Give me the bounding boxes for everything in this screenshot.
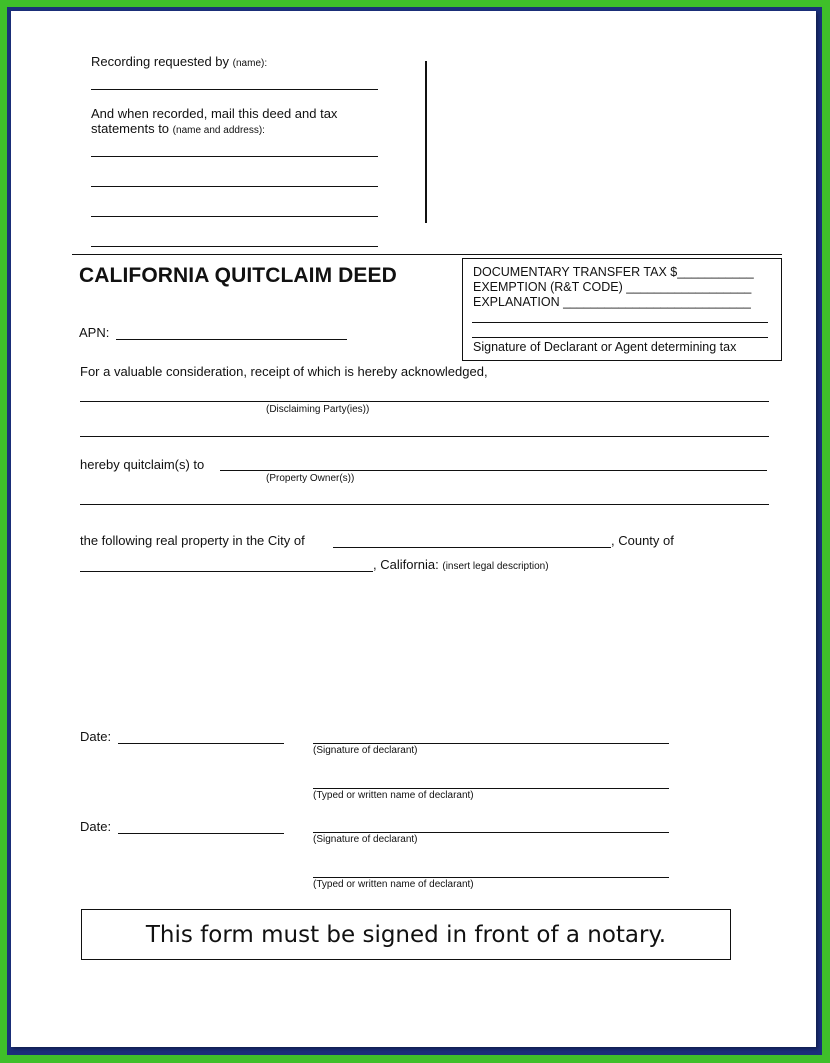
property-owner-label: (Property Owner(s))	[266, 473, 355, 484]
explanation-blank-line-1[interactable]	[472, 322, 768, 323]
typed-name-label-2: (Typed or written name of declarant)	[313, 879, 474, 890]
city-field-line[interactable]	[333, 547, 611, 548]
transfer-tax-box	[462, 258, 782, 361]
property-owner-line-1[interactable]	[220, 470, 767, 471]
transfer-tax-line[interactable]: DOCUMENTARY TRANSFER TAX $___________	[473, 265, 754, 279]
recording-divider	[425, 61, 427, 223]
apn-label: APN:	[79, 325, 110, 340]
mail-address-line-2[interactable]	[91, 186, 378, 187]
header-rule	[72, 254, 782, 255]
exemption-line[interactable]: EXEMPTION (R&T CODE) __________________	[473, 280, 752, 294]
recording-requested-label: Recording requested by (name):	[91, 54, 268, 69]
disclaiming-party-line-2[interactable]	[80, 436, 769, 437]
signature-line-1[interactable]	[313, 743, 669, 744]
mail-address-line-3[interactable]	[91, 216, 378, 217]
typed-name-label-1: (Typed or written name of declarant)	[313, 790, 474, 801]
apn-field-line[interactable]	[116, 339, 347, 340]
mail-to-label-line2: statements to (name and address):	[91, 121, 265, 136]
document-title: CALIFORNIA QUITCLAIM DEED	[79, 264, 397, 287]
explanation-line[interactable]: EXPLANATION ___________________________	[473, 295, 751, 309]
california-label: , California: (insert legal description)	[373, 557, 549, 572]
mail-address-line-1[interactable]	[91, 156, 378, 157]
county-field-line[interactable]	[80, 571, 373, 572]
mail-to-label-line1: And when recorded, mail this deed and tax	[91, 106, 338, 121]
signature-line-2[interactable]	[313, 832, 669, 833]
document-page	[11, 11, 816, 1047]
typed-name-line-1[interactable]	[313, 788, 669, 789]
notary-notice-text: This form must be signed in front of a notary.	[145, 921, 667, 948]
tax-signature-label: Signature of Declarant or Agent determining tax	[473, 340, 737, 354]
typed-name-line-2[interactable]	[313, 877, 669, 878]
quitclaim-to-label: hereby quitclaim(s) to	[80, 457, 205, 472]
explanation-blank-line-2[interactable]	[472, 337, 768, 338]
consideration-text: For a valuable consideration, receipt of which is hereby acknowledged,	[80, 364, 488, 379]
property-owner-line-2[interactable]	[80, 504, 769, 505]
disclaiming-party-line-1[interactable]	[80, 401, 769, 402]
city-label: the following real property in the City of	[80, 533, 305, 548]
date-label-2: Date:	[80, 819, 112, 834]
signature-label-1: (Signature of declarant)	[313, 745, 418, 756]
mail-address-line-4[interactable]	[91, 246, 378, 247]
date-field-line-1[interactable]	[118, 743, 284, 744]
disclaiming-party-label: (Disclaiming Party(ies))	[266, 404, 370, 415]
recording-name-line[interactable]	[91, 89, 378, 90]
county-label: , County of	[611, 533, 674, 548]
date-field-line-2[interactable]	[118, 833, 284, 834]
date-label-1: Date:	[80, 729, 112, 744]
signature-label-2: (Signature of declarant)	[313, 834, 418, 845]
notary-notice-box	[81, 909, 731, 960]
